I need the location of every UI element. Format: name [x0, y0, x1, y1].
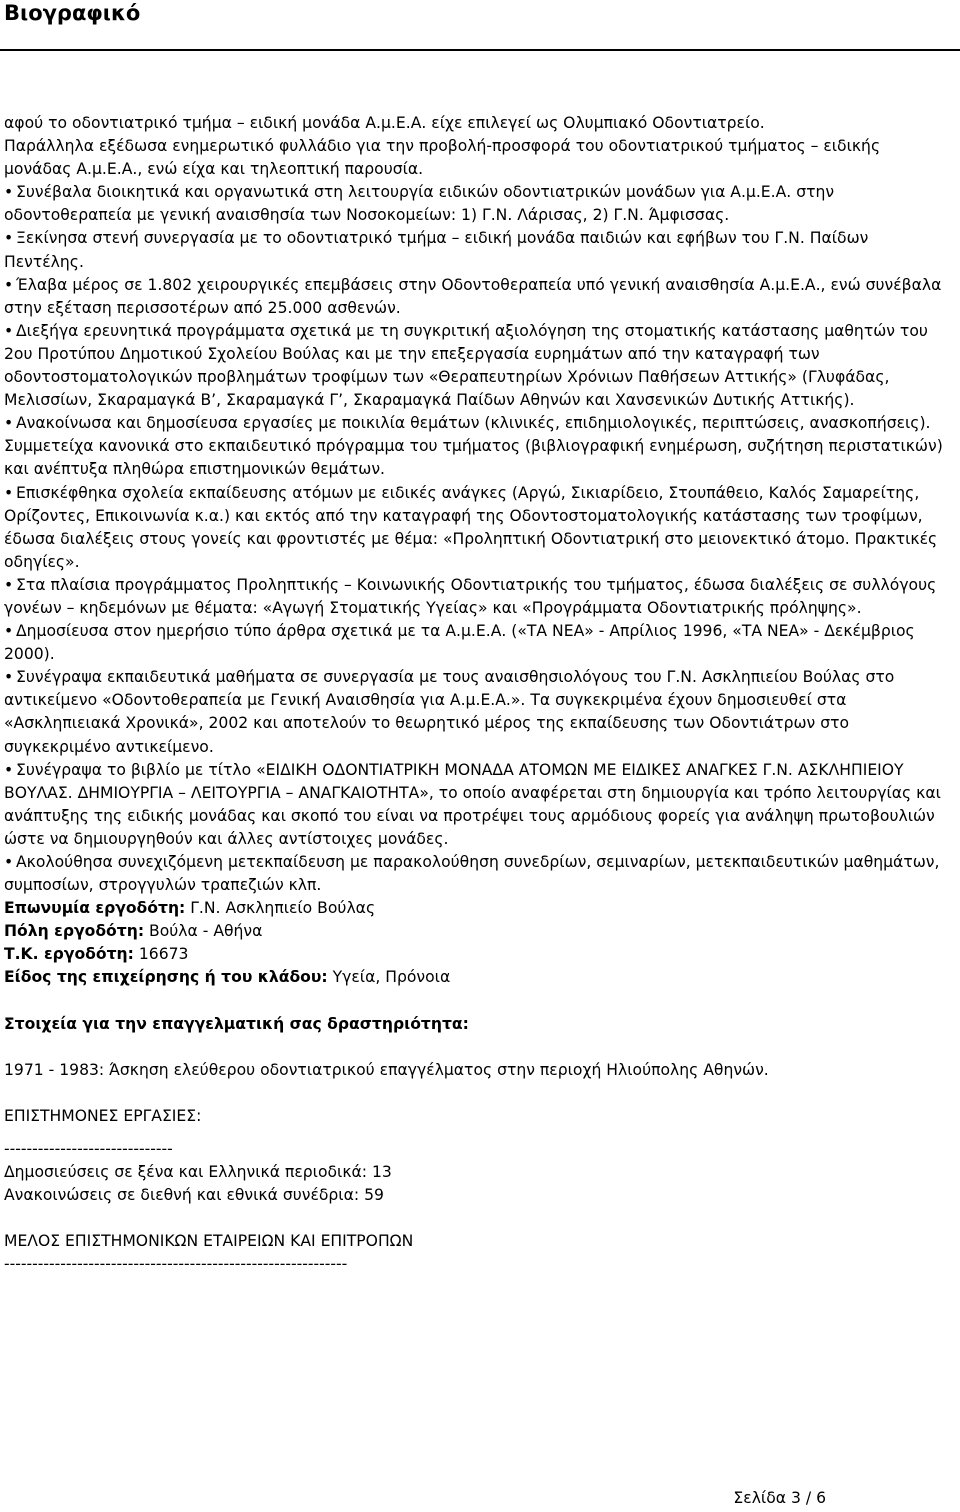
works-heading: ΕΠΙΣΤΗΜΟΝΕΣ ΕΡΓΑΣΙΕΣ:: [4, 1106, 202, 1125]
employer-postal-row: [4, 943, 949, 966]
memberships-heading: ΜΕΛΟΣ ΕΠΙΣΤΗΜΟΝΙΚΩΝ ΕΤΑΙΡΕΙΩΝ ΚΑΙ ΕΠΙΤΡΟΠΩΝ: [4, 1232, 414, 1251]
bullet-item: [4, 181, 949, 227]
bullet-item: [4, 851, 949, 897]
bullet-text: Έλαβα μέρος σε 1.802 χειρουργικές επεμβάσεις στην Οδοντοθεραπεία υπό γενική αναισθησία Α.μ.Ε.Α., ενώ συνέβαλα στην εξέταση περισσοτέρων από 25.000 ασθενών.: [4, 275, 942, 317]
bullet-item: [4, 274, 949, 320]
intro-paragraph: Παράλληλα εξέδωσα ενημερωτικό φυλλάδιο για την προβολή-προσφορά του οδοντιατρικού τμήματος – ειδικής μονάδας Α.μ.Ε.Α., ενώ είχα και τηλεοπτική παρουσία.: [4, 137, 881, 179]
bullet-icon: •: [4, 853, 14, 871]
professional-line: 1971 - 1983: Άσκηση ελεύθερου οδοντιατρικού επαγγέλματος στην περιοχή Ηλιούπολης Αθηνών.: [4, 1060, 769, 1079]
bullet-icon: •: [4, 575, 14, 594]
bullet-item: [4, 574, 949, 620]
title-divider: [0, 49, 960, 51]
professional-heading: Στοιχεία για την επαγγελματική σας δραστηριότητα:: [4, 1014, 469, 1033]
employer-name-label: Επωνυμία εργοδότη:: [4, 899, 186, 918]
employer-city-label: Πόλη εργοδότη:: [4, 922, 145, 941]
bullet-text: Ανακοίνωσα και δημοσίευσα εργασίες με ποικιλία θεμάτων (κλινικές, επιδημιολογικές, περιπτώσεις, ανασκοπήσεις). Συμμετείχα κανονικά στο εκπαιδευτικό πρόγραμμα του τμήματος (βιβλιογραφική ενημέρωση, συζήτηση περιστατικών) και ανέπτυξα πληθώρα επιστημονικών θεμάτων.: [4, 414, 943, 479]
bullet-item: [4, 482, 949, 574]
bullet-item: [4, 320, 949, 412]
employer-sector-label: Είδος της επιχείρησης ή του κλάδου:: [4, 968, 328, 987]
bullet-text: Ξεκίνησα στενή συνεργασία με το οδοντιατρικό τμήμα – ειδική μονάδα παιδιών και εφήβων του Γ.Ν. Παίδων Πεντέλης.: [4, 229, 869, 271]
bullet-text: Στα πλαίσια προγράμματος Προληπτικής – Κοινωνικής Οδοντιατρικής του τμήματος, έδωσα διαλέξεις σε συλλόγους γονέων – κηδεμόνων με θέματα: «Αγωγή Στοματικής Υγείας» και «Προγράμματα Οδοντιατρικής πρόληψης».: [4, 575, 937, 617]
bullet-text: Ακολούθησα συνεχιζόμενη μετεκπαίδευση με παρακολούθηση συνεδρίων, σεμιναρίων, μετεκπαιδευτικών μαθημάτων, συμποσίων, στρογγυλών τραπεζιών κλπ.: [4, 853, 940, 895]
works-conferences: Ανακοινώσεις σε διεθνή και εθνικά συνέδρια: 59: [4, 1186, 384, 1205]
bullet-text: Διεξήγα ερευνητικά προγράμματα σχετικά με τη συγκριτική αξιολόγηση της στοματικής κατάστασης μαθητών του 2ου Προτύπου Δημοτικού Σχολείου Βούλας και με την επεξεργασία ευρημάτων από την καταγραφή των οδοντοστοματολογικών προβλημάτων τροφίμων των «Θεραπευτηρίων Χρόνιων Παθήσεων Αττικής» (Γλυφάδας, Μελισσίων, Σκαραμαγκά Β’, Σκαραμαγκά Γ’, Σκαραμαγκά Παίδων Αθηνών και Χανσενικών Δυτικής Αττικής).: [4, 321, 928, 410]
document-body: [4, 112, 949, 1276]
bullet-icon: •: [4, 760, 14, 779]
employer-postal-value: 16673: [133, 945, 189, 964]
works-publications: Δημοσιεύσεις σε ξένα και Ελληνικά περιοδικά: 13: [4, 1162, 392, 1181]
bullet-item: [4, 620, 949, 666]
page-number: Σελίδα 3 / 6: [733, 1489, 826, 1507]
employer-name-row: [4, 897, 949, 920]
employer-sector-value: Υγεία, Πρόνοια: [327, 968, 451, 987]
employer-sector-row: [4, 966, 949, 989]
bullet-icon: •: [4, 414, 14, 433]
bullet-icon: •: [4, 668, 14, 687]
bullet-text: Συνέγραψα το βιβλίο με τίτλο «ΕΙΔΙΚΗ ΟΔΟΝΤΙΑΤΡΙΚΗ ΜΟΝΑΔΑ ΑΤΟΜΩΝ ΜΕ ΕΙΔΙΚΕΣ ΑΝΑΓΚΕΣ Γ.Ν. ΑΣΚΛΗΠΙΕΙΟΥ ΒΟΥΛΑΣ. ΔΗΜΙΟΥΡΓΙΑ – ΛΕΙΤΟΥΡΓΙΑ – ΑΝΑΓΚΑΙΟΤΗΤΑ», το οποίο αναφέρεται στη δημιουργία και τρόπο λειτουργίας και ανάπτυξης της ειδικής μονάδας και σκοπό του είναι να προτρέψει τους αρμόδιους φορείς για ανάληψη πρωτοβουλιών ώστε να δημιουργηθούν και άλλες αντίστοιχες μονάδες.: [4, 760, 941, 848]
bullet-icon: •: [4, 229, 14, 248]
bullet-icon: •: [4, 483, 14, 502]
bullet-item: [4, 759, 949, 851]
bullet-item: [4, 666, 949, 758]
bullet-icon: •: [4, 321, 14, 340]
bullet-text: Επισκέφθηκα σχολεία εκπαίδευσης ατόμων με ειδικές ανάγκες (Αργώ, Σικιαρίδειο, Στουπάθειο, Καλός Σαμαρείτης, Ορίζοντες, Επικοινωνία κ.α.) και εκτός από την καταγραφή της Οδοντοστοματολογικής κατάστασης των τροφίμων, έδωσα διαλέξεις στους γονείς και φροντιστές με θέμα: «Προληπτική Οδοντιατρική στο μειονεκτικό άτομο. Πρακτικές οδηγίες».: [4, 483, 938, 571]
bullet-item: [4, 412, 949, 481]
page-title: Βιογραφικό: [4, 1, 141, 25]
bullet-icon: •: [4, 183, 14, 202]
employer-postal-label: Τ.Κ. εργοδότη:: [4, 945, 134, 964]
memberships-rule: -------------------------------------------------------------: [4, 1255, 348, 1274]
works-rule: ------------------------------: [4, 1139, 173, 1158]
bullet-icon: •: [4, 275, 14, 294]
bullet-item: [4, 227, 949, 273]
bullet-text: Συνέγραψα εκπαιδευτικά μαθήματα σε συνεργασία με τους αναισθησιολόγους του Γ.Ν. Ασκληπιείου Βούλας στο αντικείμενο «Οδοντοθεραπεία με Γενική Αναισθησία για Α.μ.Ε.Α.». Τα συγκεκριμένα έχουν δημοσιευθεί στα «Ασκληπιειακά Χρονικά», 2002 και αποτελούν το θεωρητικό μέρος της εκπαίδευσης των Οδοντιάτρων στο συγκεκριμένο αντικείμενο.: [4, 668, 895, 756]
bullet-icon: •: [4, 622, 14, 641]
employer-city-value: Βούλα - Αθήνα: [144, 922, 263, 941]
intro-paragraph: αφού το οδοντιατρικό τμήμα – ειδική μονάδα Α.μ.Ε.Α. είχε επιλεγεί ως Ολυμπιακό Οδοντιατρείο.: [4, 114, 765, 132]
bullet-text: Δημοσίευσα στον ημερήσιο τύπο άρθρα σχετικά με τα Α.μ.Ε.Α. («ΤΑ ΝΕΑ» - Απρίλιος 1996, «ΤΑ ΝΕΑ» - Δεκέμβριος 2000).: [4, 622, 915, 664]
employer-name-value: Γ.Ν. Ασκληπιείο Βούλας: [185, 899, 376, 918]
bullet-text: Συνέβαλα διοικητικά και οργανωτικά στη λειτουργία ειδικών οδοντιατρικών μονάδων για Α.μ.Ε.Α. στην οδοντοθεραπεία με γενική αναισθησία των Νοσοκομείων: 1) Γ.Ν. Λάρισας, 2) Γ.Ν. Άμφισσας.: [4, 183, 835, 225]
employer-city-row: [4, 920, 949, 943]
